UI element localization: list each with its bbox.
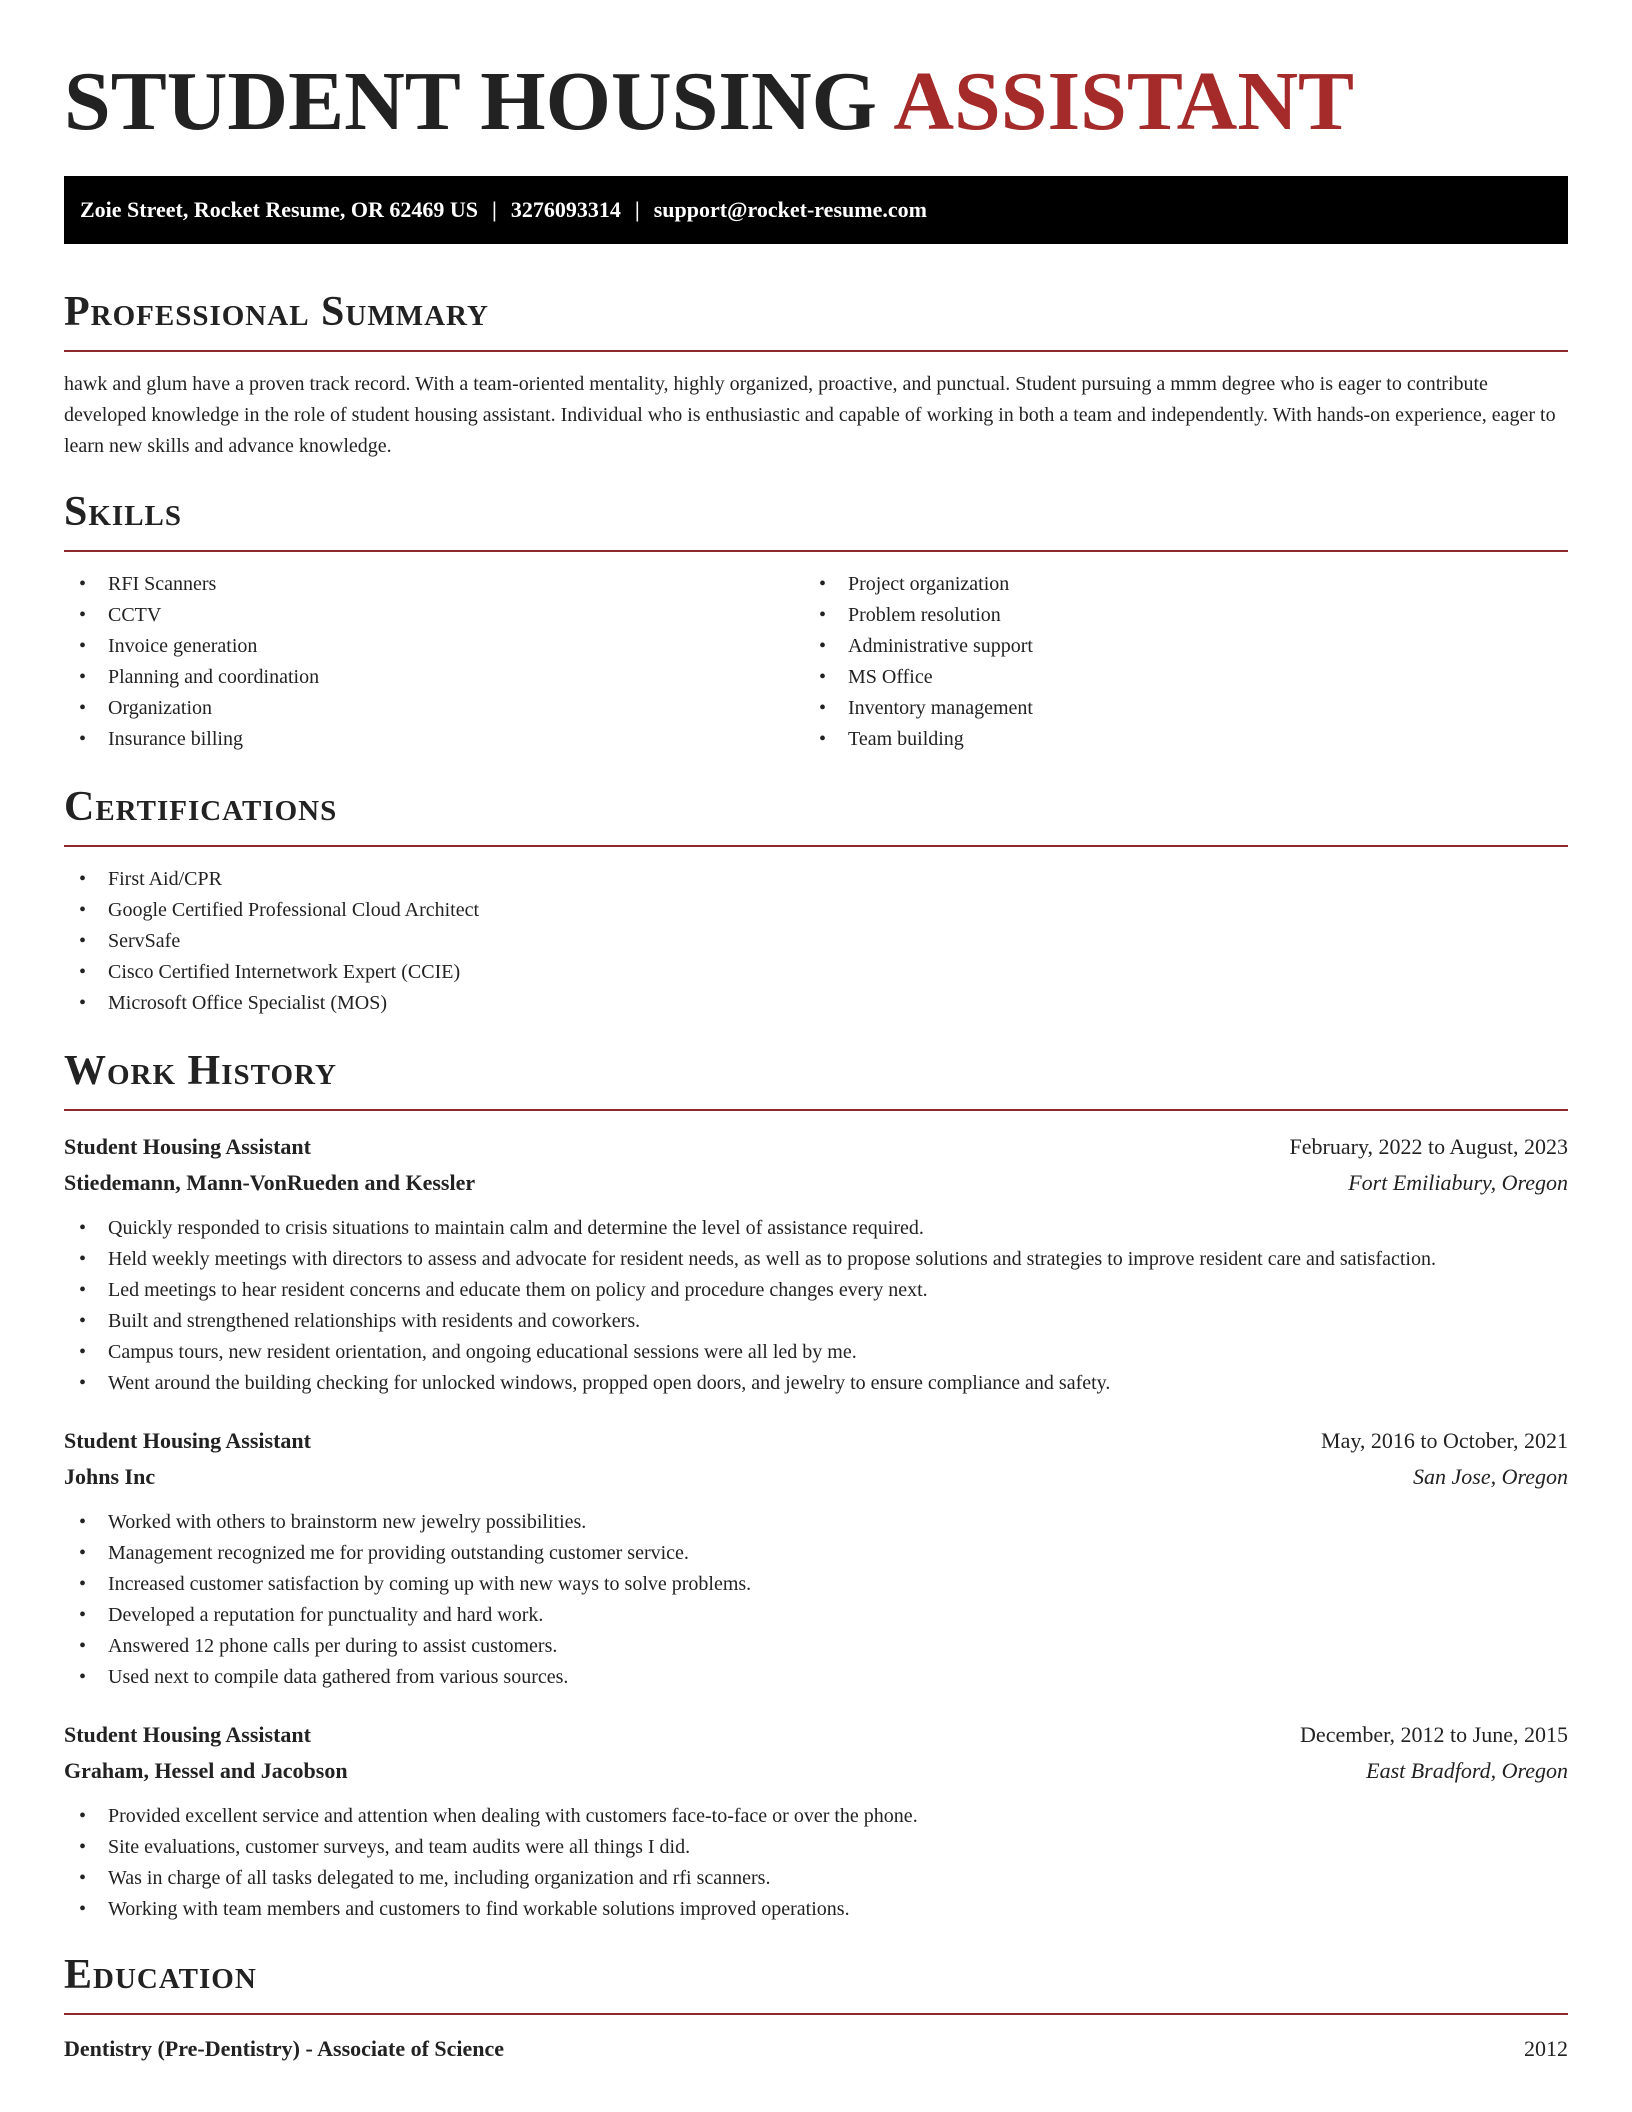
job-bullet: • Led meetings to hear resident concerns and educate them on policy and procedure changes every next.	[64, 1275, 1568, 1306]
job-entry	[64, 1129, 1568, 1399]
job-title: Student Housing Assistant	[64, 1134, 311, 1159]
job-entry	[64, 1423, 1568, 1693]
job-company: Johns Inc	[64, 1464, 156, 1489]
certification-item: • ServSafe	[64, 926, 1568, 957]
job-bullet: • Management recognized me for providing outstanding customer service.	[64, 1538, 1568, 1569]
skill-item: • RFI Scanners	[64, 569, 804, 600]
job-bullet: • Answered 12 phone calls per during to assist customers.	[64, 1631, 1568, 1662]
skill-item: • Invoice generation	[64, 631, 804, 662]
job-entry	[64, 1717, 1568, 1925]
contact-separator: |	[491, 197, 497, 222]
work-section	[64, 1047, 1568, 1925]
title-main: STUDENT HOUSING	[64, 55, 878, 148]
section-heading: Certifications	[64, 784, 338, 830]
summary-text: hawk and glum have a proven track record. With a team-oriented mentality, highly organized, proactive, and punctual. Student pursuing a mmm degree who is eager to contribute developed knowledge in the role of student housing assistant. Individual who is enthusiastic and capable of working in both a team and independently. With hands-on experience, eager to learn new skills and advance knowledge.	[64, 373, 1556, 457]
certification-item: • Cisco Certified Internetwork Expert (CCIE)	[64, 957, 1568, 988]
section-divider	[64, 845, 1568, 847]
summary-section	[64, 288, 1568, 462]
job-bullet: • Working with team members and customers to find workable solutions improved operations.	[64, 1894, 1568, 1925]
job-company-row	[64, 1459, 1568, 1495]
job-bullet: • Held weekly meetings with directors to assess and advocate for resident needs, as well as to propose solutions and strategies to improve resident care and satisfaction.	[64, 1244, 1568, 1275]
job-bullet: • Was in charge of all tasks delegated to me, including organization and rfi scanners.	[64, 1863, 1568, 1894]
skill-item: • Project organization	[804, 569, 1544, 600]
job-bullet: • Increased customer satisfaction by coming up with new ways to solve problems.	[64, 1569, 1568, 1600]
job-location: San Jose, Oregon	[1413, 1464, 1568, 1489]
skill-item: • CCTV	[64, 600, 804, 631]
job-bullet: • Site evaluations, customer surveys, and team audits were all things I did.	[64, 1832, 1568, 1863]
job-header-row	[64, 1129, 1568, 1165]
job-bullet: • Quickly responded to crisis situations to maintain calm and determine the level of assistance required.	[64, 1213, 1568, 1244]
skill-item: • MS Office	[804, 662, 1544, 693]
contact-email: support@rocket-resume.com	[653, 197, 927, 222]
skill-item: • Administrative support	[804, 631, 1544, 662]
job-bullet: • Worked with others to brainstorm new jewelry possibilities.	[64, 1507, 1568, 1538]
certification-item: • Microsoft Office Specialist (MOS)	[64, 988, 1568, 1019]
skill-item: • Organization	[64, 693, 804, 724]
section-heading: Work History	[64, 1048, 337, 1094]
job-bullets	[64, 1213, 1568, 1399]
job-bullet: • Built and strengthened relationships with residents and coworkers.	[64, 1306, 1568, 1337]
skills-grid	[64, 569, 1568, 755]
job-bullet: • Developed a reputation for punctuality and hard work.	[64, 1600, 1568, 1631]
skill-item: • Inventory management	[804, 693, 1544, 724]
job-dates: May, 2016 to October, 2021	[1321, 1428, 1568, 1453]
title-accent: ASSISTANT	[893, 55, 1355, 148]
resume-title	[64, 55, 1568, 148]
skill-item: • Insurance billing	[64, 724, 804, 755]
skills-list-left	[64, 569, 804, 755]
job-title: Student Housing Assistant	[64, 1428, 311, 1453]
certification-item: • First Aid/CPR	[64, 864, 1568, 895]
job-company: Stiedemann, Mann-VonRueden and Kessler	[64, 1170, 476, 1195]
education-row	[64, 2031, 1568, 2067]
job-bullet: • Provided excellent service and attention when dealing with customers face-to-face or over the phone.	[64, 1801, 1568, 1832]
section-divider	[64, 2013, 1568, 2015]
skill-item: • Team building	[804, 724, 1544, 755]
education-degree: Dentistry (Pre-Dentistry) - Associate of Science	[64, 2036, 505, 2061]
skills-list-right	[804, 569, 1544, 755]
job-bullets	[64, 1507, 1568, 1693]
contact-bar	[64, 176, 1568, 244]
certifications-list	[64, 864, 1568, 1019]
certification-item: • Google Certified Professional Cloud Architect	[64, 895, 1568, 926]
job-header-row	[64, 1717, 1568, 1753]
section-divider	[64, 1109, 1568, 1111]
contact-address: Zoie Street, Rocket Resume, OR 62469 US	[80, 197, 478, 222]
section-divider	[64, 350, 1568, 352]
section-divider	[64, 550, 1568, 552]
education-year: 2012	[1524, 2036, 1568, 2061]
job-location: East Bradford, Oregon	[1366, 1758, 1568, 1783]
job-company-row	[64, 1165, 1568, 1201]
contact-phone: 3276093314	[510, 197, 621, 222]
job-company-row	[64, 1753, 1568, 1789]
section-heading: Education	[64, 1952, 257, 1998]
job-dates: December, 2012 to June, 2015	[1300, 1722, 1568, 1747]
skills-section	[64, 488, 1568, 755]
job-bullet: • Went around the building checking for unlocked windows, propped open doors, and jewelry to ensure compliance and safety.	[64, 1368, 1568, 1399]
job-dates: February, 2022 to August, 2023	[1289, 1134, 1568, 1159]
job-company: Graham, Hessel and Jacobson	[64, 1758, 348, 1783]
skill-item: • Problem resolution	[804, 600, 1544, 631]
certifications-section	[64, 783, 1568, 1019]
job-location: Fort Emiliabury, Oregon	[1348, 1170, 1568, 1195]
job-bullet: • Campus tours, new resident orientation, and ongoing educational sessions were all led by me.	[64, 1337, 1568, 1368]
contact-separator: |	[634, 197, 640, 222]
education-section	[64, 1951, 1568, 2067]
job-bullets	[64, 1801, 1568, 1925]
section-heading: Skills	[64, 489, 183, 535]
job-header-row	[64, 1423, 1568, 1459]
section-heading: Professional Summary	[64, 289, 489, 335]
job-bullet: • Used next to compile data gathered from various sources.	[64, 1662, 1568, 1693]
job-title: Student Housing Assistant	[64, 1722, 311, 1747]
skill-item: • Planning and coordination	[64, 662, 804, 693]
